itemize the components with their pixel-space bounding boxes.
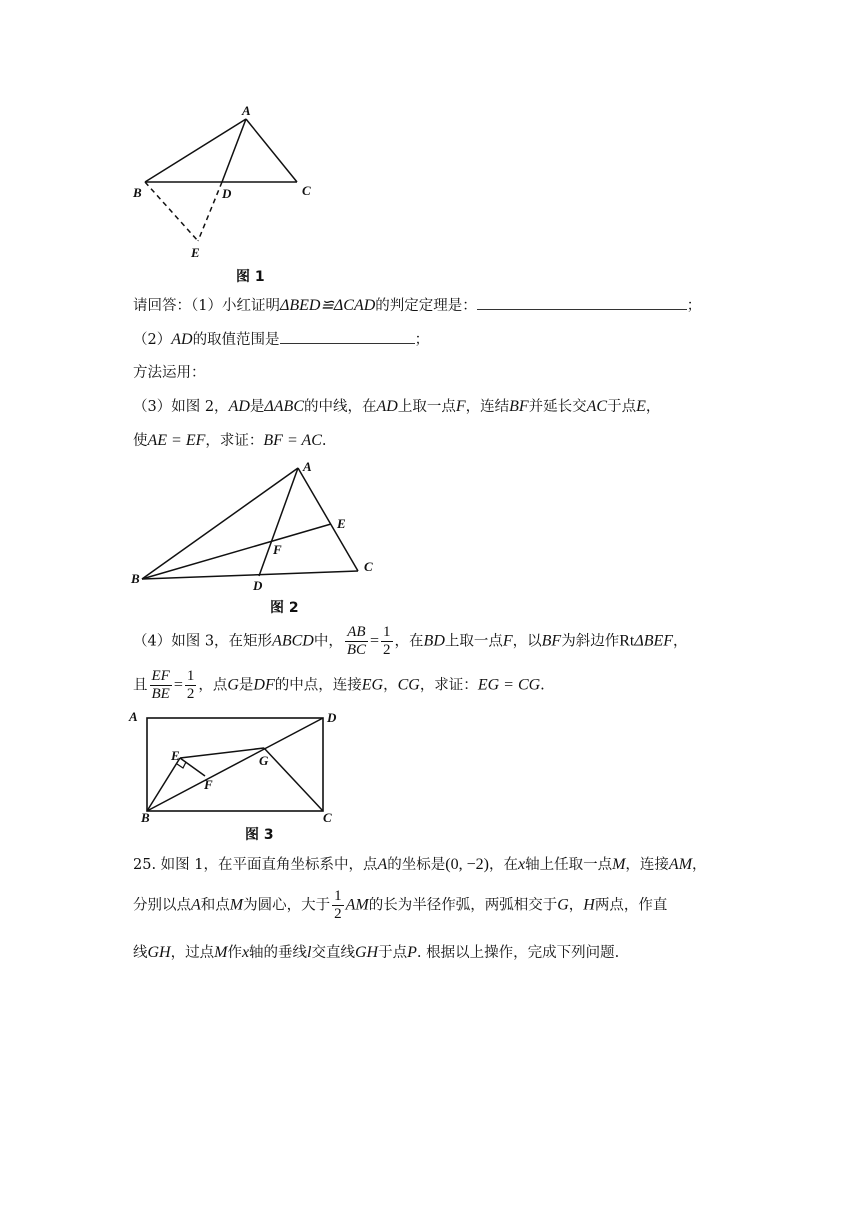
question-4-line-1: （4）如图 3，在矩形ABCD中， $\frac{AB}{BC}$ = $\frac{1}{2}$ ，在BD上取一点F，以BF为斜边作RtΔBEF， xyxy=(133,624,688,658)
fig2-label-a: A xyxy=(303,459,312,474)
fig3-label-a: A xyxy=(129,709,138,724)
question-1: 请回答：（1）小红证明ΔBED≌ΔCAD的判定定理是： ； xyxy=(133,297,702,314)
question-2: （2）AD的取值范围是 ； xyxy=(133,331,430,348)
answer-blank-1[interactable] xyxy=(477,295,687,310)
fig2-label-c: C xyxy=(364,559,373,574)
fig1-label-a: A xyxy=(242,105,251,118)
fraction-ab-bc: $\frac{AB}{BC}$ xyxy=(346,624,367,658)
fig3-label-e: E xyxy=(171,748,180,763)
fig1-label-e: E xyxy=(191,245,200,260)
figure-1 xyxy=(125,105,325,265)
fig3-label-g: G xyxy=(259,753,269,768)
fig2-label-b: B xyxy=(131,571,140,586)
figure-2-caption: 图 2 xyxy=(270,600,299,616)
fraction-one-half: $\frac{1}{2}$ xyxy=(383,624,391,658)
figure-1-diagram xyxy=(125,105,325,265)
problem-25-line-2: 分别以点A和点M为圆心，大于 $\frac{1}{2}$ AM的长为半径作弧，两弧相交于G，H两点，作直 xyxy=(133,888,668,922)
figure-3 xyxy=(125,708,355,826)
fig2-label-d: D xyxy=(253,578,263,593)
fig1-label-c: C xyxy=(302,183,311,198)
figure-3-diagram xyxy=(125,708,355,826)
fig2-label-f: F xyxy=(273,542,282,557)
problem-25-line-1: 25. 如图 1，在平面直角坐标系中，点A的坐标是(0, −2)，在x轴上任取一点M，连接AM， xyxy=(133,856,707,873)
fig3-label-b: B xyxy=(141,810,150,825)
fig3-label-d: D xyxy=(327,710,337,725)
question-4-line-2: 且 $\frac{EF}{BE}$ = $\frac{1}{2}$ ，点G是DF的中点，连接EG，CG，求证：EG = CG. xyxy=(133,668,545,702)
figure-1-caption: 图 1 xyxy=(236,269,265,285)
fig1-label-b: B xyxy=(133,185,142,200)
fraction-one-half-2: $\frac{1}{2}$ xyxy=(186,668,195,702)
fraction-one-half-3: $\frac{1}{2}$ xyxy=(334,888,342,922)
problem-25-line-3: 线GH，过点M作x轴的垂线l交直线GH于点P. 根据以上操作，完成下列问题. xyxy=(133,944,620,961)
answer-blank-2[interactable] xyxy=(280,329,415,344)
method-heading: 方法运用： xyxy=(133,365,206,381)
fig2-label-e: E xyxy=(337,516,346,531)
fig3-label-f: F xyxy=(204,777,213,792)
fig1-label-d: D xyxy=(222,186,232,201)
fig3-label-c: C xyxy=(323,810,332,825)
fraction-ef-be: $\frac{EF}{BE}$ xyxy=(151,668,170,702)
question-3-line-1: （3）如图 2，AD是ΔABC的中线，在AD上取一点F，连结BF并延长交AC于点E， xyxy=(133,398,661,415)
question-3-line-2: 使AE = EF，求证：BF = AC. xyxy=(133,432,327,449)
figure-2 xyxy=(125,458,385,598)
figure-3-caption: 图 3 xyxy=(245,827,274,843)
figure-2-diagram xyxy=(125,458,385,598)
